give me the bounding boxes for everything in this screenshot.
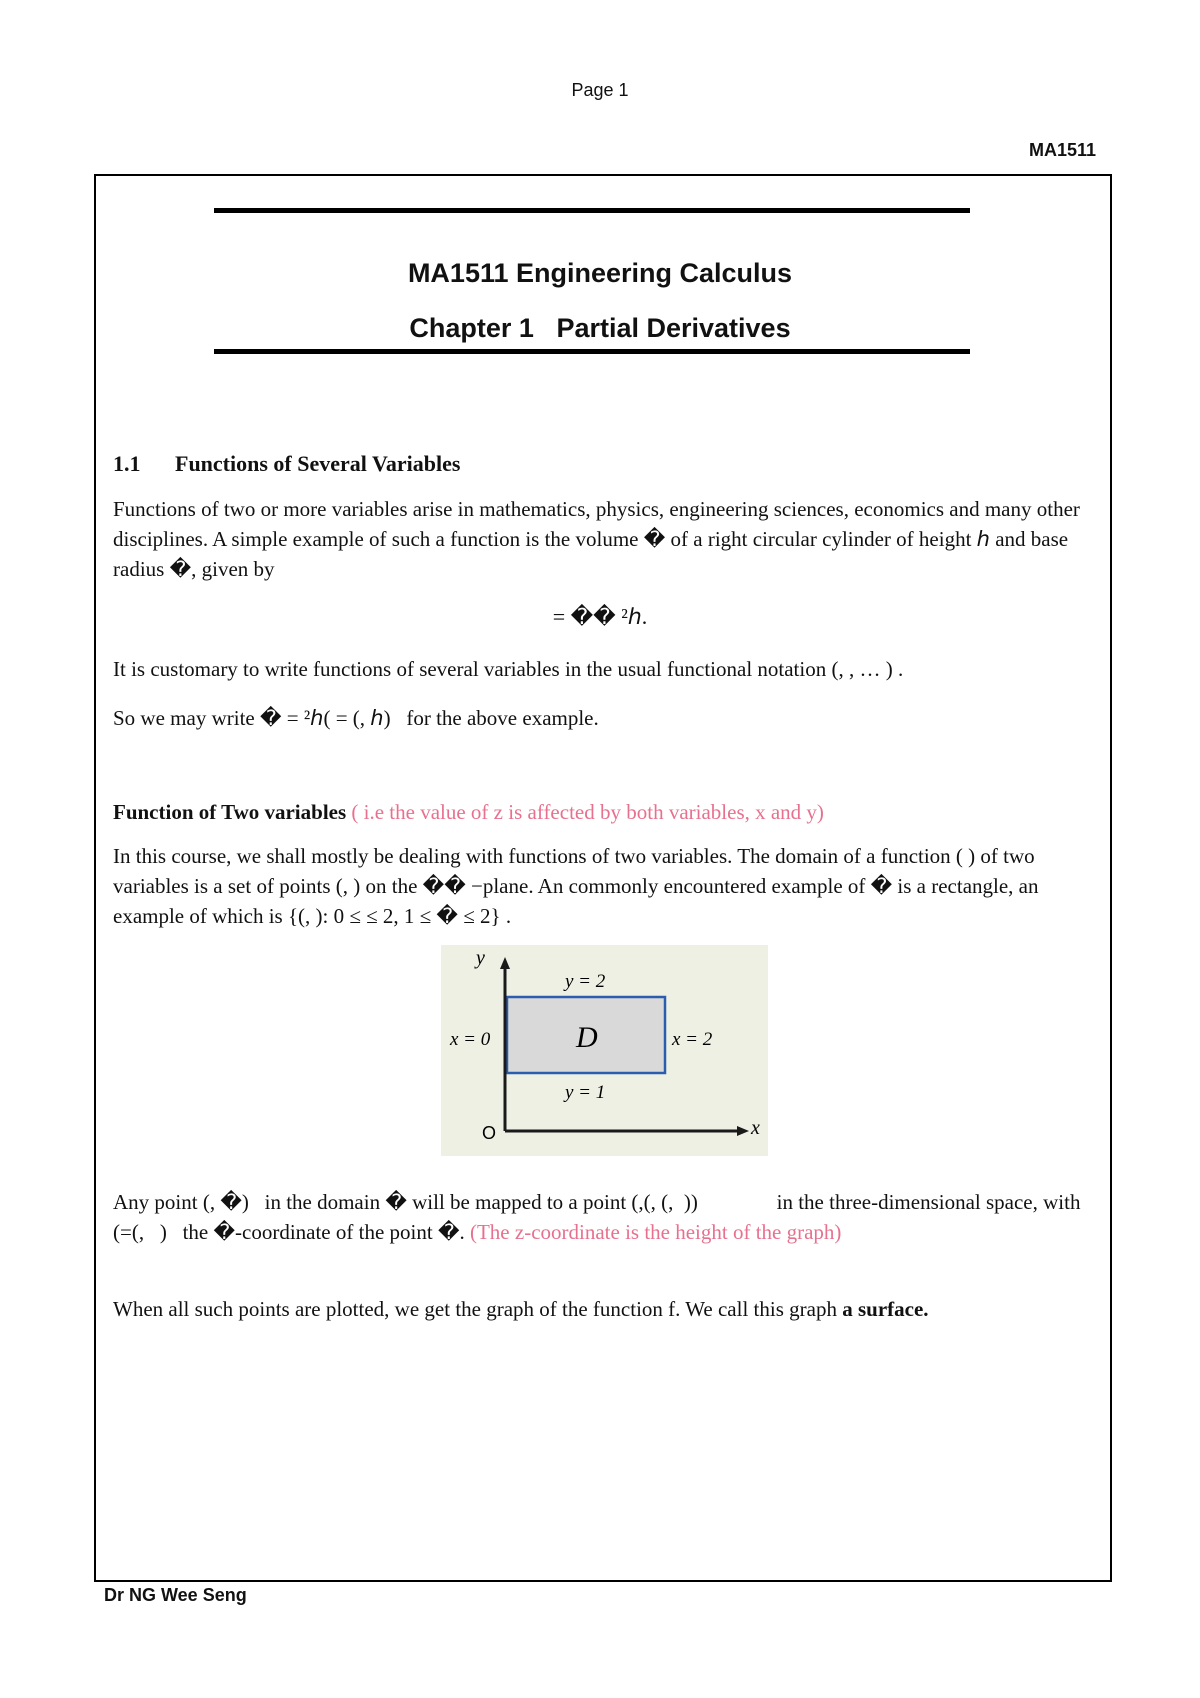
course-code-header: MA1511 bbox=[1028, 140, 1096, 160]
surface-paragraph bbox=[113, 1294, 1097, 1324]
intro-paragraph: Functions of two or more variables arise in mathematics, physics, engineering sciences, economics and many other disciplines. A simple example of such a function is the volume � of a right circular cylinder of height ℎ and base radius �, given by bbox=[113, 497, 1080, 581]
function-two-variables-subheading bbox=[113, 797, 1097, 827]
right-edge-label: x = 2 bbox=[672, 1029, 713, 1050]
mapping-text: Any point (, �) in the domain � will be mapped to a point (,(, (, )) in the three-dimensional space, with (=(, ) the �-coordinate of the point �. bbox=[113, 1190, 1091, 1244]
region-d-label: D bbox=[576, 1021, 598, 1054]
domain-paragraph: In this course, we shall mostly be dealing with functions of two variables. The domain of a function ( ) of two variables is a set of points (, ) on the �� −plane. An commonly encountered example of � is a rectangle, an example of which is {(, ): 0 ≤ ≤ 2, 1 ≤ � ≤ 2} . bbox=[113, 844, 1039, 928]
notation-paragraph: It is customary to write functions of several variables in the usual functional notation (, , … ) . bbox=[113, 657, 904, 681]
surface-text: When all such points are plotted, we get the graph of the function f. We call this graph bbox=[113, 1297, 843, 1321]
section-title: Functions of Several Variables bbox=[175, 451, 461, 476]
y-axis-label: y bbox=[476, 947, 485, 969]
bottom-edge-label: y = 1 bbox=[565, 1082, 606, 1103]
volume-formula: = �� ²ℎ. bbox=[552, 604, 648, 629]
x-axis-arrow-icon bbox=[737, 1126, 749, 1136]
title-rule-bottom bbox=[214, 349, 970, 354]
page-number: Page 1 bbox=[571, 80, 629, 100]
domain-figure-svg bbox=[441, 945, 768, 1156]
surface-emphasis: a surface. bbox=[842, 1297, 929, 1321]
title-rule-top bbox=[214, 208, 970, 213]
top-edge-label: y = 2 bbox=[565, 971, 606, 992]
left-edge-label: x = 0 bbox=[450, 1029, 491, 1050]
document-title: MA1511 Engineering Calculus bbox=[407, 258, 793, 288]
mapping-note: (The z-coordinate is the height of the graph) bbox=[464, 1220, 842, 1244]
chapter-title: Chapter 1 Partial Derivatives bbox=[409, 313, 791, 343]
example-paragraph: So we may write � = ²ℎ( = (, ℎ) for the above example. bbox=[113, 706, 599, 730]
section-heading bbox=[113, 451, 460, 477]
y-axis-arrow-icon bbox=[500, 957, 510, 969]
author-footer: Dr NG Wee Seng bbox=[104, 1585, 247, 1605]
subheading-note: ( i.e the value of z is affected by both variables, x and y) bbox=[346, 800, 824, 824]
subheading-label: Function of Two variables bbox=[113, 800, 347, 824]
x-axis-label: x bbox=[751, 1117, 760, 1139]
mapping-paragraph bbox=[113, 1187, 1097, 1247]
origin-label: O bbox=[482, 1123, 497, 1143]
domain-rectangle-figure bbox=[441, 945, 768, 1156]
section-number: 1.1 bbox=[113, 451, 141, 476]
